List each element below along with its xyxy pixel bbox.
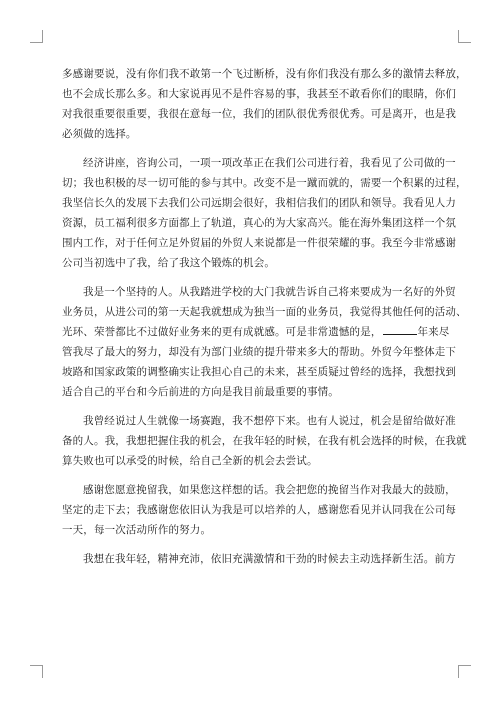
- text-line: [62, 322, 450, 342]
- text-line: 业务员，从进公司的第一天起我就想成为独当一面的业务员，我觉得其他任何的活动、: [62, 306, 467, 318]
- paragraph: [62, 282, 467, 402]
- text-line: 适合自己的平台和今后前进的方向是我目前最重要的事情。: [62, 386, 339, 398]
- paragraph: [62, 549, 456, 569]
- text-line-end: 年来尽: [417, 326, 450, 338]
- text-line: 备的人。我，我想把握住我的机会，在我年轻的时候，在我有机会选择的时候，在我就: [62, 435, 467, 447]
- text-line: 对我很重要很重要，我很在意每一位，我们的团队很优秀很优秀。可是离开，也是我: [62, 108, 457, 120]
- text-line: 坚定的走下去；我感谢您依旧认为我是可以培养的人，感谢您看见并认同我在公司每: [62, 504, 457, 516]
- text-line: 资源，员工福利很多方面都上了轨道，真心的为大家高兴。能在海外集团这样一个氛: [62, 217, 457, 229]
- crop-mark-bottom-right: [458, 665, 471, 678]
- paragraph: [62, 64, 467, 144]
- text-line: 算失败也可以承受的时候，给自己全新的机会去尝试。: [62, 455, 318, 467]
- fill-in-blank: [383, 323, 417, 335]
- crop-mark-top-right: [458, 30, 471, 43]
- paragraph: [62, 411, 467, 471]
- text-line: 也不会成长那么多。和大家说再见不是件容易的事，我甚至不敢看你们的眼睛，你们: [62, 88, 457, 100]
- text-line: 感谢您愿意挽留我，如果您这样想的话。我会把您的挽留当作对我最大的鼓励，: [83, 484, 456, 496]
- text-line: 切；我也积极的尽一切可能的参与其中。改变不是一蹴而就的，需要一个积累的过程，: [62, 177, 467, 189]
- crop-mark-top-left: [30, 30, 43, 43]
- text-line: 我是一个坚持的人。从我踏进学校的大门我就告诉自己将来要成为一名好的外贸: [83, 286, 456, 298]
- crop-mark-bottom-left: [30, 665, 43, 678]
- text-line: 经济讲座，咨询公司，一项一项改革正在我们公司进行着，我看见了公司做的一: [83, 157, 456, 169]
- paragraph: [62, 480, 457, 540]
- text-line: 我想在我年轻，精神充沛，依旧充满激情和干劲的时候去主动选择新生活。前方: [83, 553, 456, 565]
- text-line: 管我尽了最大的努力，却没有为部门业绩的提升带来多大的帮助。外贸今年整体走下: [62, 346, 457, 358]
- text-line-start: 光环、荣誉都比不过做好业务来的更有成就感。可是非常遗憾的是，: [62, 326, 382, 338]
- text-line: 一天，每一次活动所作的努力。: [62, 524, 212, 536]
- text-line: 我曾经说过人生就像一场赛跑，我不想停下来。也有人说过，机会是留给做好准: [83, 415, 456, 427]
- text-line: 坡路和国家政策的调整确实让我担心自己的未来，甚至质疑过曾经的选择，我想找到: [62, 366, 457, 378]
- paragraph: [62, 153, 467, 273]
- text-line: 围内工作，对于任何立足外贸届的外贸人来说都是一件很荣耀的事。我至今非常感谢: [62, 237, 457, 249]
- text-line: 必须做的选择。: [62, 128, 137, 140]
- text-line: 我坚信长久的发展下去我们公司远期会很好，我相信我们的团队和领导。我看见人力: [62, 197, 457, 209]
- text-line: 公司当初选中了我，给了我这个锻炼的机会。: [62, 257, 275, 269]
- body-text: [62, 64, 467, 578]
- text-line: 多感谢要说，没有你们我不敢第一个飞过断桥，没有你们我没有那么多的激情去释放，: [62, 68, 467, 80]
